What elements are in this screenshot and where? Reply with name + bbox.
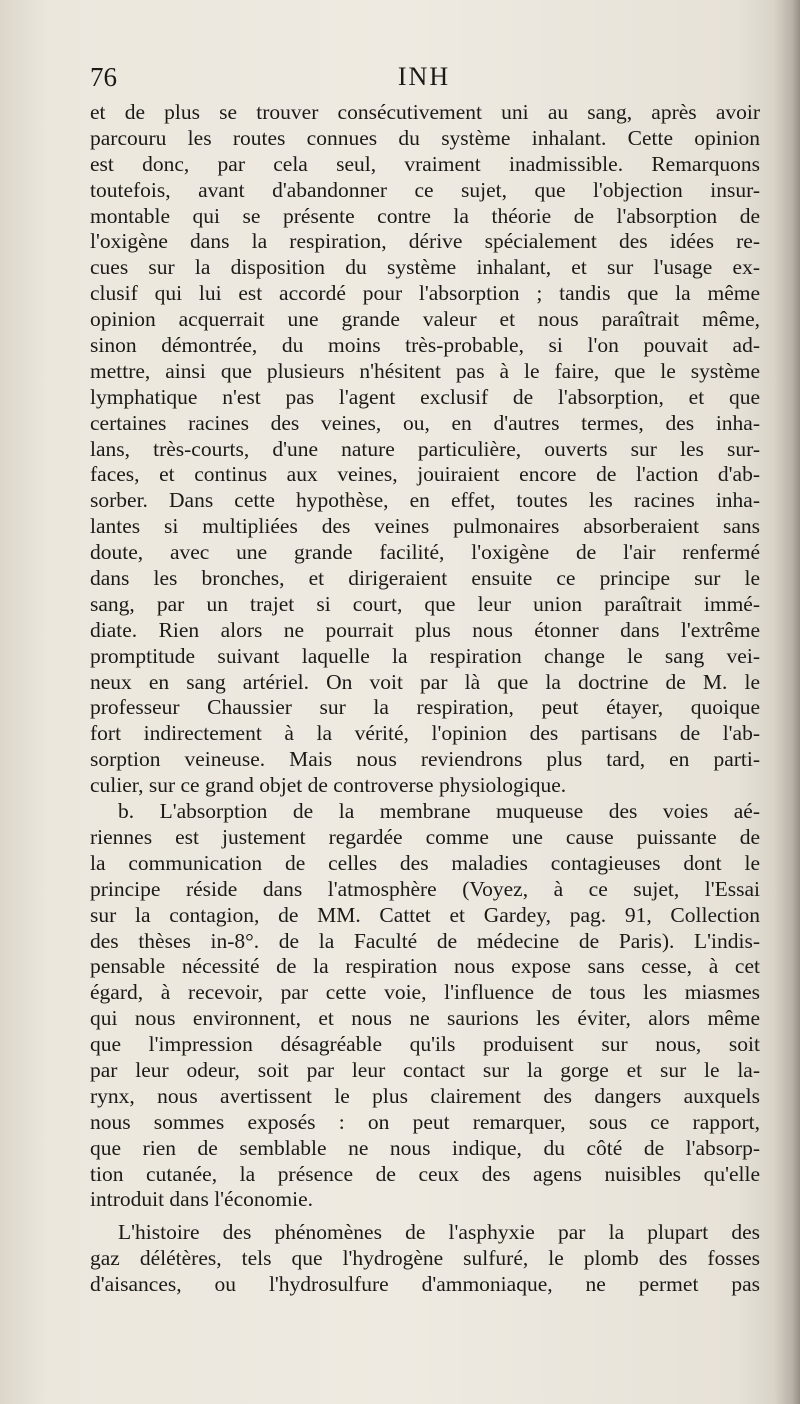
text-line: gaz délétères, tels que l'hydrogène sulfuré, le plomb des fosses [90,1246,760,1271]
text-line: sorption veineuse. Mais nous reviendrons plus tard, en parti- [90,747,760,772]
text-line: pensable nécessité de la respiration nous expose sans cesse, à cet [90,954,760,979]
text-line: professeur Chaussier sur la respiration, peut étayer, quoique [90,695,760,720]
page-gutter-shadow [774,0,800,1404]
text-line: clusif qui lui est accordé pour l'absorption ; tandis que la même [90,281,760,306]
text-line: toutefois, avant d'abandonner ce sujet, que l'objection insur- [90,177,760,202]
text-line: neux en sang artériel. On voit par là que la doctrine de M. le [90,669,760,694]
text-line: certaines racines des veines, ou, en d'autres termes, des inha- [90,410,760,435]
text-line: fort indirectement à la vérité, l'opinion des partisans de l'ab- [90,721,760,746]
text-line: sang, par un trajet si court, que leur union paraîtrait immé- [90,591,760,616]
text-line: tion cutanée, la présence de ceux des agens nuisibles qu'elle [90,1161,760,1186]
text-line: dans les bronches, et dirigeraient ensuite ce principe sur le [90,566,760,591]
text-line: cues sur la disposition du système inhalant, et sur l'usage ex- [90,255,760,280]
text-line: des thèses in-8°. de la Faculté de médecine de Paris). L'indis- [90,928,760,953]
text-line: promptitude suivant laquelle la respiration change le sang vei- [90,643,760,668]
text-line: L'histoire des phénomènes de l'asphyxie par la plupart des [118,1220,760,1245]
text-line: riennes est justement regardée comme une cause puissante de [90,824,760,849]
text-line: opinion acquerrait une grande valeur et nous paraîtrait même, [90,307,760,332]
text-line: parcouru les routes connues du système inhalant. Cette opinion [90,125,760,150]
running-title: INH [397,62,451,91]
text-line: montable qui se présente contre la théorie de l'absorption de [90,203,760,228]
running-head [90,62,758,102]
text-line: faces, et continus aux veines, jouiraient encore de l'action d'ab- [90,462,760,487]
text-line: que rien de semblable ne nous indique, du côté de l'absorp- [90,1135,760,1160]
text-line: doute, avec une grande facilité, l'oxigène de l'air renfermé [90,540,760,565]
text-line: est donc, par cela seul, vraiment inadmissible. Remarquons [90,151,760,176]
text-line: introduit dans l'économie. [90,1187,314,1212]
text-line: sur la contagion, de MM. Cattet et Gardey, pag. 91, Collection [90,902,760,927]
text-line: lantes si multipliées des veines pulmonaires absorberaient sans [90,514,760,539]
text-line: culier, sur ce grand objet de controverse physiologique. [90,773,567,798]
text-line: rynx, nous avertissent le plus clairement des dangers auxquels [90,1083,760,1108]
text-line: lymphatique n'est pas l'agent exclusif de l'absorption, et que [90,384,760,409]
page-number: 76 [90,62,117,92]
text-line: par leur odeur, soit par leur contact sur la gorge et sur le la- [90,1057,760,1082]
text-line: sorber. Dans cette hypothèse, en effet, toutes les racines inha- [90,488,760,513]
text-line: mettre, ainsi que plusieurs n'hésitent pas à le faire, que le système [90,358,760,383]
text-line: principe réside dans l'atmosphère (Voyez, à ce sujet, l'Essai [90,876,760,901]
text-line: la communication de celles des maladies contagieuses dont le [90,850,760,875]
body-text [90,100,760,1298]
text-line: l'oxigène dans la respiration, dérive spécialement des idées re- [90,229,760,254]
text-line: lans, très-courts, d'une nature particulière, ouverts sur les sur- [90,436,760,461]
text-line: sinon démontrée, du moins très-probable, si l'on pouvait ad- [90,333,760,358]
text-line: qui nous environnent, et nous ne saurions les éviter, alors même [90,1006,760,1031]
text-line: diate. Rien alors ne pourrait plus nous étonner dans l'extrême [90,617,760,642]
text-line: nous sommes exposés : on peut remarquer, sous ce rapport, [90,1109,760,1134]
text-line: et de plus se trouver consécutivement uni au sang, après avoir [90,100,760,124]
text-line: d'aisances, ou l'hydrosulfure d'ammoniaque, ne permet pas [90,1272,760,1297]
text-line: b. L'absorption de la membrane muqueuse des voies aé- [118,799,760,824]
text-line: égard, à recevoir, par cette voie, l'influence de tous les miasmes [90,980,760,1005]
text-line: que l'impression désagréable qu'ils produisent sur nous, soit [90,1032,760,1057]
